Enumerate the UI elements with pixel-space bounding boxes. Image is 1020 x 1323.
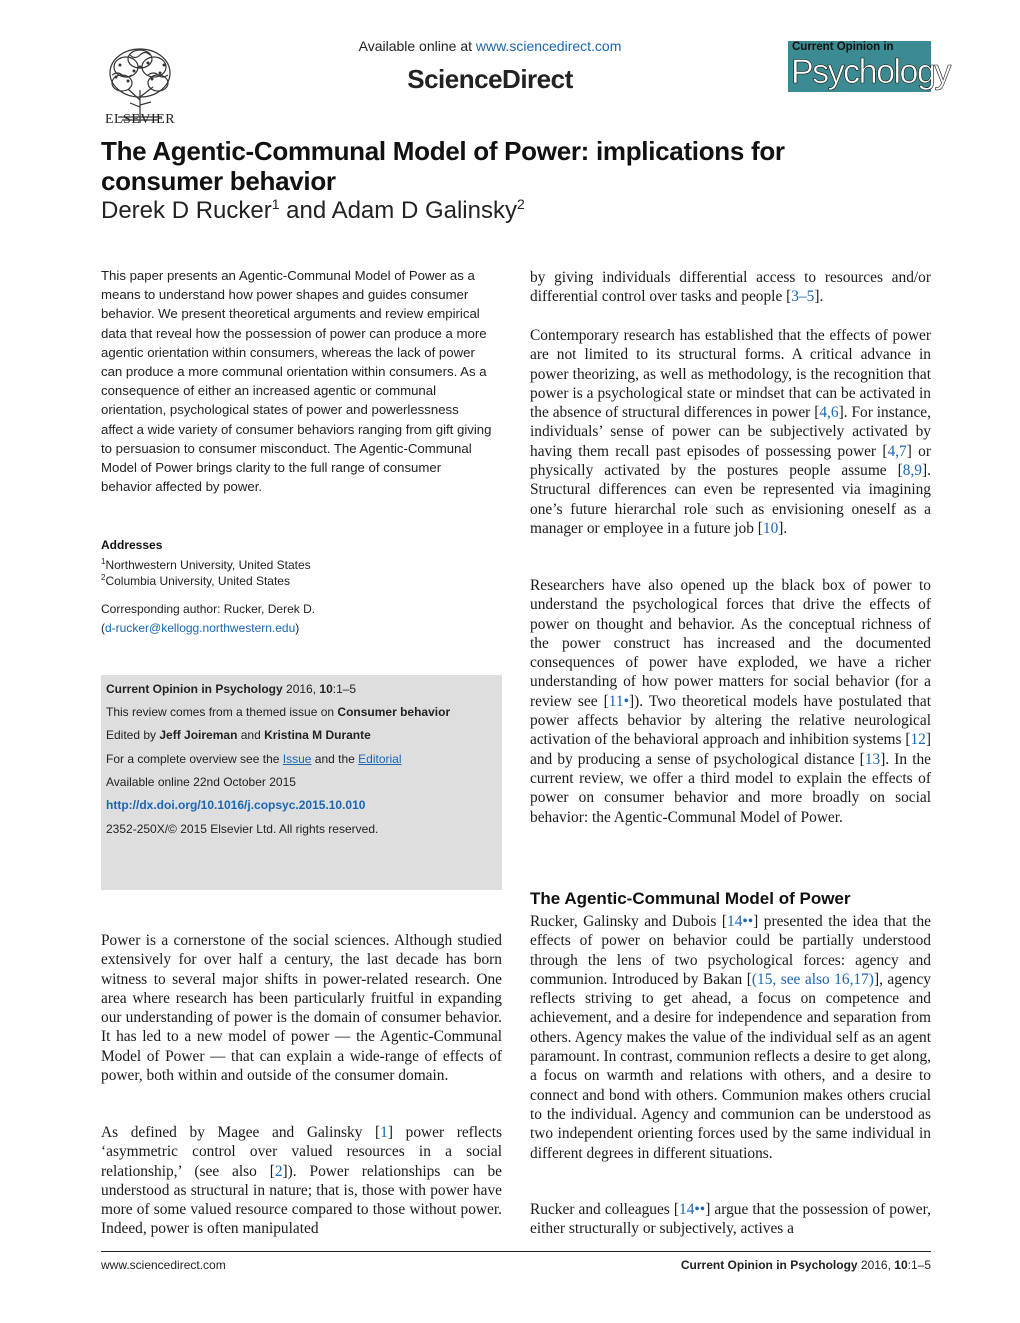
ref-link[interactable]: 14•• — [679, 1201, 706, 1218]
section-paragraph-2: Rucker and colleagues [14••] argue that the possession of power, either structurally or subjectively, actives a — [530, 1201, 931, 1238]
ref-link[interactable]: 2 — [274, 1162, 283, 1180]
corresponding-author: Corresponding author: Rucker, Derek D. (d-rucker@kellogg.northwestern.edu) — [101, 602, 316, 635]
ref-link[interactable]: 4,7 — [887, 442, 907, 460]
sciencedirect-link[interactable]: www.sciencedirect.com — [475, 38, 622, 54]
info-doi — [106, 798, 365, 812]
author-line: Derek D Rucker$^1$ and Adam D Galinsky$^2$ — [101, 196, 525, 224]
ref-link[interactable]: 3–5 — [791, 288, 815, 306]
right-paragraph-1: by giving individuals differential access to resources and/or differential control over tasks and people [3–5]. — [530, 269, 931, 306]
issue-link[interactable]: Issue — [282, 752, 312, 766]
author-2-affil: 2 — [516, 196, 525, 212]
article-title: The Agentic-Communal Model of Power: implications for consumer behavior — [101, 136, 785, 196]
journal-logo-small: Current Opinion in — [792, 41, 894, 53]
ref-link[interactable]: 8,9 — [902, 462, 923, 480]
info-copyright: 2352-250X/© 2015 Elsevier Ltd. All rights reserved. — [106, 822, 379, 836]
ref-link[interactable]: (15, see also 16,17) — [751, 970, 874, 988]
email-link[interactable]: d-rucker@kellogg.northwestern.edu — [105, 621, 296, 635]
addresses-heading: Addresses — [101, 538, 163, 552]
ref-link[interactable]: 12 — [910, 731, 926, 749]
info-issue: This review comes from a themed issue on Consumer behavior — [106, 705, 451, 719]
right-paragraph-2: Contemporary research has established that the effects of power are not limited to its structural forms. A critical advance in power theorizing, as well as methodology, is the recognition that power is a psychological state or mindset that can be activated in the absence of structural differences in power [4,6]. For instance, individuals’ sense of power can be subjectively activated by having them recall past episodes of possessing power [4,7] or physically activated by the postures people assume [8,9]. Structural differences can even be represented via imagining one’s future hierarchal role such as envisioning oneself as a manager or employee in a future job [10]. — [530, 327, 931, 537]
ref-link[interactable]: 13 — [864, 750, 881, 768]
footer-citation: Current Opinion in Psychology 2016, 10:1–5 — [680, 1258, 931, 1272]
address-2: $^2$Columbia University, United States — [101, 573, 290, 588]
journal-logo-big: Psychology — [791, 53, 950, 91]
address-1: $^1$Northwestern University, United States — [101, 557, 311, 572]
section-paragraph-1: Rucker, Galinsky and Dubois [14••] presented the idea that the effects of power on behavior could be partially understood through the lens of two psychological forces: agency and communion. Introduced by Bakan [(15, see also 16,17)], agency reflects striving to get ahead, a focus on competence and achievement, and a desire for independence and separation from others. Agency makes the value of the individual self as an agent paramount. In contrast, communion reflects a desire to get along, a focus on warmth and relations with others, and a desire to connect and bond with others. Communion makes others crucial to the individual. Agency and communion can be understood as two independent orienting forces used by the same individual in different degrees in different situations. — [530, 913, 931, 1162]
info-overview: For a complete overview see the Issue and the Editorial — [106, 752, 402, 766]
available-online: Available online at www.sciencedirect.com — [358, 38, 622, 54]
sciencedirect-brand: ScienceDirect — [407, 64, 573, 94]
ref-link[interactable]: 11• — [608, 692, 629, 710]
abstract: This paper presents an Agentic-Communal Model of Power as a means to understand how power shapes and guides consumer behavior. We present theoretical arguments and review empirical data that reveal how the possession of power can produce a more agentic orientation within consumers, whereas the lack of power can produce a more communal orientation within consumers. As a consequence of either an increased agentic or communal orientation, psychological states of power and powerlessness affect a wide variety of consumer behaviors ranging from gift giving to persuasion to consumer misconduct. The Agentic-Communal Model of Power brings clarity to the full range of consumer behavior affected by power. — [101, 268, 492, 495]
author-2: Adam D Galinsky — [331, 197, 517, 224]
doi-link[interactable]: http://dx.doi.org/10.1016/j.copsyc.2015.10.010 — [106, 798, 366, 812]
ref-link[interactable]: 10 — [762, 519, 779, 537]
ref-link[interactable]: 1 — [380, 1124, 388, 1141]
intro-paragraph-1: Power is a cornerstone of the social sciences. Although studied extensively for over half a century, the last decade has born witness to several major shifts in power-related research. One area where research has been particularly fruitful in expanding our understanding of power is the domain of consumer behavior. It has led to a new model of power — the Agentic-Communal Model of Power — that can explain a wide-range of effects of power, both within and outside of the consumer domain. — [101, 932, 502, 1085]
ref-link[interactable]: 4,6 — [819, 404, 839, 422]
info-editors: Edited by Jeff Joireman and Kristina M Durante — [106, 728, 371, 742]
publisher-name: ELSEVIER — [104, 112, 176, 127]
info-citation: Current Opinion in Psychology 2016, 10:1–5 — [106, 682, 357, 696]
editorial-link[interactable]: Editorial — [358, 752, 402, 766]
author-1: Derek D Rucker — [101, 197, 272, 224]
intro-paragraph-2: As defined by Magee and Galinsky [1] power reflects ‘asymmetric control over valued resources in a social relationship,’ (see also [2]). Power relationships can be understood as structural in nature; that is, those with power have more of some valued resource compared to those without power. Indeed, power is often manipulated — [101, 1124, 502, 1238]
right-paragraph-3: Researchers have also opened up the black box of power to understand the psychological forces that drive the effects of power on thought and behavior. As the conceptual richness of the power construct has increased and the documented consequences of power have exploded, we have a richer understanding of how power matters for social behavior (for a review see [11•]). Two theoretical models have postulated that power affects behavior by altering the relative neurological activation of the behavioral approach and inhibition systems [12] and by producing a sense of psychological distance [13]. In the current review, we offer a third model to explain the effects of power on consumer behavior and more broadly on social behavior: the Agentic-Communal Model of Power. — [530, 577, 931, 826]
author-1-affil: 1 — [271, 196, 280, 212]
section-heading: The Agentic-Communal Model of Power — [530, 889, 851, 908]
info-available: Available online 22nd October 2015 — [106, 775, 296, 789]
ref-link[interactable]: 14•• — [727, 913, 754, 930]
footer-url: www.sciencedirect.com — [101, 1258, 226, 1272]
footer-divider — [101, 1251, 931, 1252]
